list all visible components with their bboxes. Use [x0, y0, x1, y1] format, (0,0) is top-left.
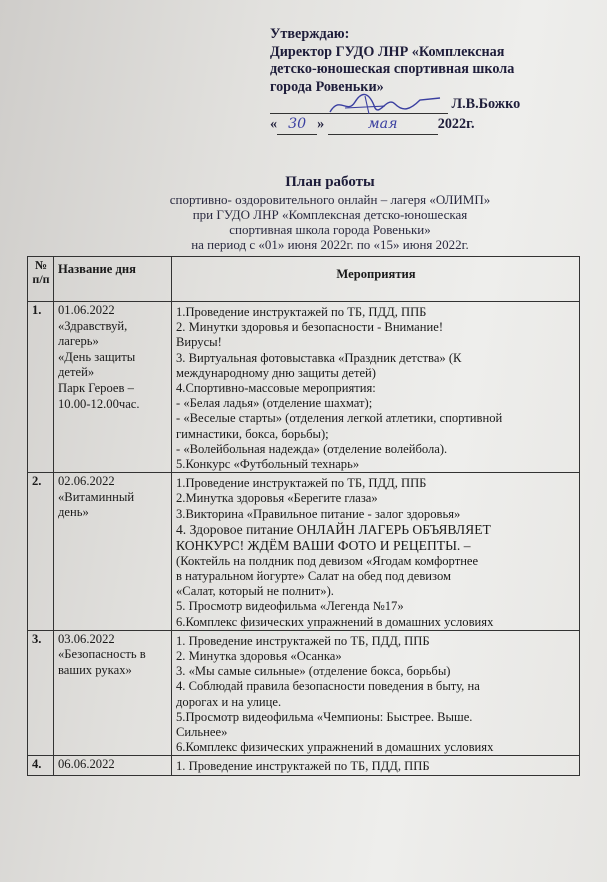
day-name-line: «Витаминный — [58, 489, 135, 504]
row-number: 1. — [28, 302, 54, 473]
event-line: 2. Минутки здоровья и безопасности - Внимание! — [176, 320, 444, 335]
row-number: 3. — [28, 630, 54, 756]
event-line: 6.Комплекс физических упражнений в домашних условиях — [176, 740, 494, 755]
event-line: - «Волейбольная надежда» (отделение волейбола). — [176, 441, 448, 456]
table-row — [28, 473, 580, 631]
signature-row — [270, 96, 600, 116]
event-line: 1. Проведение инструктажей по ТБ, ПДД, ППБ — [176, 759, 430, 774]
table-row — [28, 630, 580, 756]
day-name-line: 10.00-12.00час. — [58, 396, 140, 411]
approval-day: 30 — [277, 116, 317, 135]
day-name-line: ваших руках» — [58, 663, 132, 678]
event-line: - «Веселые старты» (отделения легкой атлетики, спортивной — [176, 411, 503, 426]
col-number-label-2: п/п — [32, 272, 50, 286]
approval-year: 2022г. — [437, 116, 475, 132]
event-line: международному дню защиты детей) — [176, 365, 376, 380]
approval-date-row — [270, 116, 600, 136]
plan-title: План работы — [285, 174, 375, 190]
date-open-quote: « — [270, 116, 278, 132]
table-row — [28, 302, 580, 473]
event-line: 3. Виртуальная фотовыставка «Праздник детства» (К — [176, 350, 462, 365]
plan-subtitle-2: при ГУДО ЛНР «Комплексная детско-юношеская — [192, 207, 468, 222]
day-name-line: 06.06.2022 — [58, 757, 115, 772]
col-number-label-1: № — [34, 258, 48, 272]
approval-block — [270, 26, 600, 136]
event-line: дорогах и на улице. — [176, 694, 282, 709]
day-name-line: 03.06.2022 — [58, 631, 115, 646]
event-line: Вирусы! — [176, 335, 222, 350]
event-line: 3.Викторина «Правильное питание - залог здоровья» — [176, 506, 461, 521]
plan-subtitle-1: спортивно- оздоровительного онлайн – лагеря «ОЛИМП» — [169, 192, 491, 207]
event-line: 1.Проведение инструктажей по ТБ, ПДД, ППБ — [176, 476, 427, 491]
event-line: - «Белая ладья» (отделение шахмат); — [176, 396, 373, 411]
approval-line-2: Директор ГУДО ЛНР «Комплексная — [270, 43, 505, 60]
plan-table — [27, 256, 580, 776]
col-header-events: Мероприятия — [172, 257, 580, 302]
event-line: 1. Проведение инструктажей по ТБ, ПДД, ППБ — [176, 633, 430, 648]
event-line: (Коктейль на полдник под девизом «Ягодам комфортнее — [176, 553, 479, 568]
day-name-line: 02.06.2022 — [58, 474, 115, 489]
table-row — [28, 756, 580, 775]
day-name-cell — [54, 473, 172, 631]
plan-subtitle-3: спортивная школа города Ровеньки» — [229, 222, 431, 237]
event-line: 5. Просмотр видеофильма «Легенда №17» — [176, 599, 404, 614]
event-line: 2. Минутка здоровья «Осанка» — [176, 649, 342, 664]
event-line: гимнастики, бокса, борьбы); — [176, 426, 329, 441]
event-line: 1.Проведение инструктажей по ТБ, ПДД, ППБ — [176, 305, 427, 319]
events-cell — [172, 630, 580, 756]
event-line: 2.Минутка здоровья «Берегите глаза» — [176, 491, 378, 506]
event-line: 4. Здоровое питание ОНЛАЙН ЛАГЕРЬ ОБЪЯВЛЯЕТ — [176, 521, 491, 537]
event-line: 4.Спортивно-массовые мероприятия: — [176, 381, 376, 396]
event-line: «Салат, который не полнит»). — [176, 584, 334, 599]
col-header-day: Название дня — [54, 257, 172, 302]
day-name-line: Парк Героев – — [58, 380, 134, 395]
row-number: 4. — [28, 756, 54, 775]
date-close-quote: » — [317, 116, 325, 132]
table-header-row — [28, 257, 580, 302]
event-line: 6.Комплекс физических упражнений в домашних условиях — [176, 614, 494, 629]
events-cell — [172, 756, 580, 775]
col-header-number — [28, 257, 54, 302]
approval-line-1: Утверждаю: — [270, 26, 350, 42]
day-name-line: день» — [58, 505, 89, 520]
day-name-cell — [54, 756, 172, 775]
signer-name: Л.В.Божко — [451, 96, 521, 112]
day-name-line: 01.06.2022 — [58, 303, 115, 317]
event-line: 5.Просмотр видеофильма «Чемпионы: Быстрее. Выше. — [176, 709, 473, 724]
plan-header — [120, 172, 540, 252]
approval-month: мая — [328, 116, 438, 135]
approval-line-3: детско-юношеская спортивная школа — [270, 61, 515, 77]
plan-subtitle-4: на период с «01» июня 2022г. по «15» июня 2022г. — [191, 237, 469, 252]
day-name-line: «День защиты — [58, 349, 136, 364]
day-name-line: «Безопасность в — [58, 647, 146, 662]
event-line: 4. Соблюдай правила безопасности поведения в быту, на — [176, 679, 480, 694]
day-name-line: лагерь» — [58, 334, 99, 349]
day-name-line: «Здравствуй, — [58, 318, 128, 333]
event-line: 5.Конкурс «Футбольный технарь» — [176, 457, 360, 472]
event-line: в натуральном йогурте» Салат на обед под девизом — [176, 569, 451, 584]
day-name-line: детей» — [58, 365, 95, 380]
event-line: КОНКУРС! ЖДЁМ ВАШИ ФОТО И РЕЦЕПТЫ. – — [176, 537, 471, 553]
approval-line-4: города Ровеньки» — [270, 78, 384, 95]
day-name-cell — [54, 630, 172, 756]
day-name-cell — [54, 302, 172, 473]
event-line: Сильнее» — [176, 725, 228, 740]
events-cell — [172, 302, 580, 473]
row-number: 2. — [28, 473, 54, 631]
event-line: 3. «Мы самые сильные» (отделение бокса, борьбы) — [176, 664, 451, 679]
events-cell — [172, 473, 580, 631]
